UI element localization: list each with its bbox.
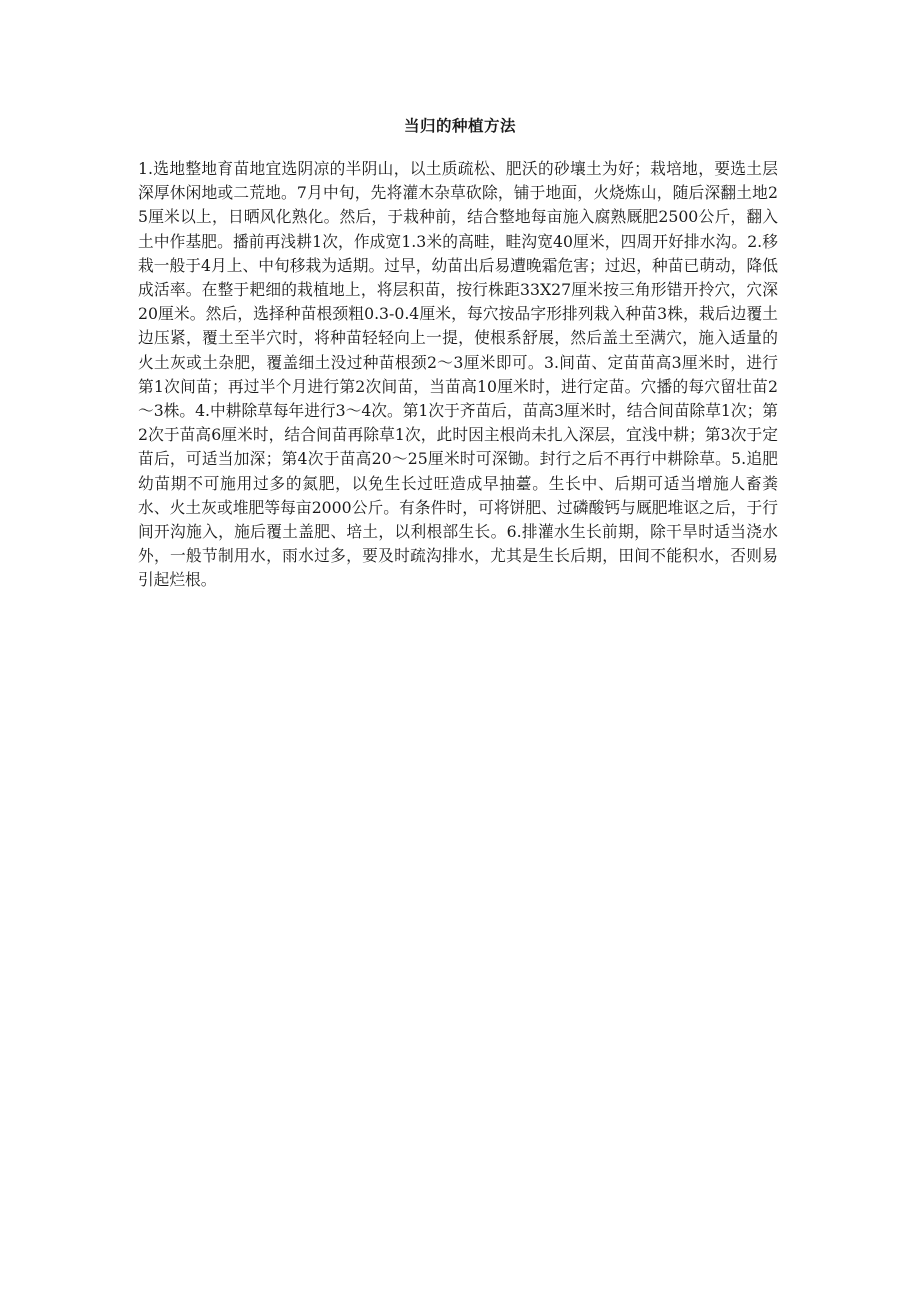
- document-title: 当归的种植方法: [403, 117, 516, 135]
- document-body-paragraph: 1.选地整地育苗地宜选阴凉的半阴山，以土质疏松、肥沃的砂壤土为好；栽培地，要选土层深厚休闲地或二荒地。7月中旬，先将灌木杂草砍除，铺于地面，火烧炼山，随后深翻土地25厘米以上，日晒风化熟化。然后，于栽种前，结合整地每亩施入腐熟厩肥2500公斤，翻入土中作基肥。播前再浅耕1次，作成宽1.3米的高畦，畦沟宽40厘米，四周开好排水沟。2.移栽一般于4月上、中旬移栽为适期。过早，幼苗出后易遭晚霜危害；过迟，种苗已萌动，降低成活率。在整于耙细的栽植地上，将层积苗，按行株距33X27厘米按三角形错开拎穴，穴深20厘米。然后，选择种苗根颈粗0.3-0.4厘米，每穴按品字形排列栽入种苗3株，栽后边覆土边压紧，覆土至半穴时，将种苗轻轻向上一提，使根系舒展，然后盖土至满穴，施入适量的火土灰或土杂肥，覆盖细土没过种苗根颈2～3厘米即可。3.间苗、定苗苗高3厘米时，进行第1次间苗；再过半个月进行第2次间苗，当苗高10厘米时，进行定苗。穴播的每穴留壮苗2～3株。4.中耕除草每年进行3～4次。第1次于齐苗后，苗高3厘米时，结合间苗除草1次；第2次于苗高6厘米时，结合间苗再除草1次，此时因主根尚未扎入深层，宜浅中耕；第3次于定苗后，可适当加深；第4次于苗高20～25厘米时可深锄。封行之后不再行中耕除草。5.追肥幼苗期不可施用过多的氮肥，以免生长过旺造成早抽薹。生长中、后期可适当增施人畜粪水、火土灰或堆肥等每亩2000公斤。有条件时，可将饼肥、过磷酸钙与厩肥堆讴之后，于行间开沟施入，施后覆土盖肥、培土，以利根部生长。6.排灌水生长前期，除干旱时适当浇水外，一般节制用水，雨水过多，要及时疏沟排水，尤其是生长后期，田间不能积水，否则易引起烂根。: [138, 159, 778, 590]
